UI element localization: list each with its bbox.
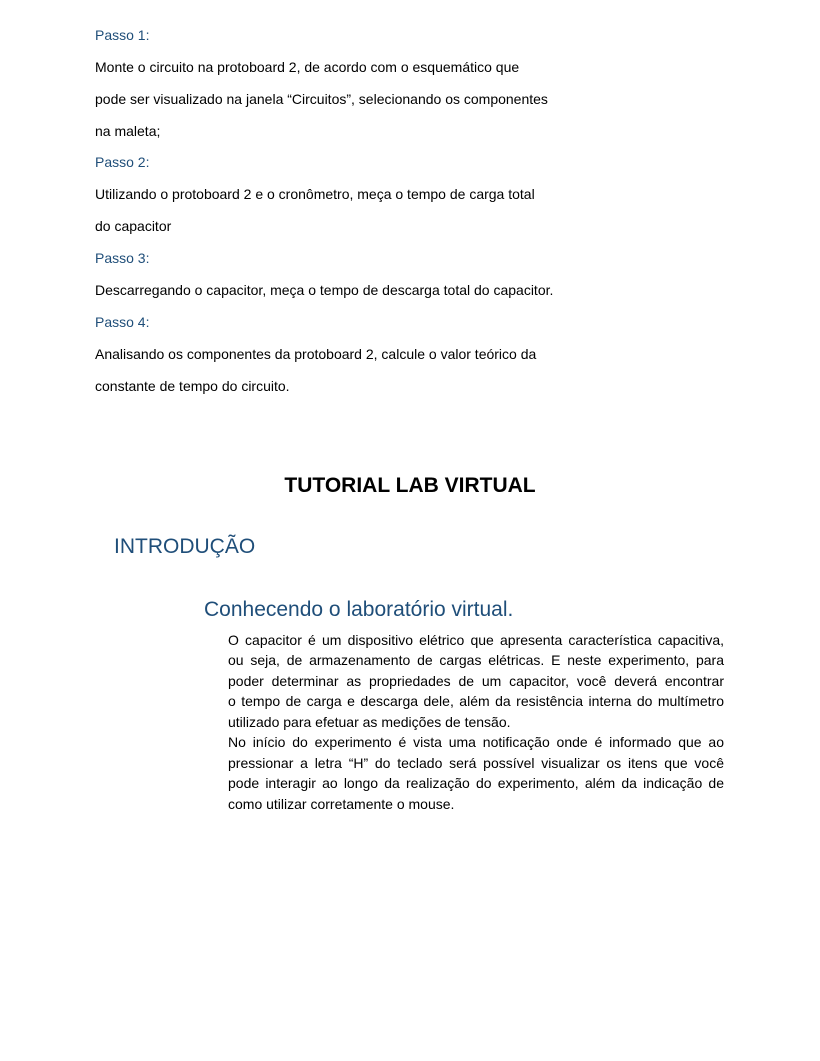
paragraph-line: ou seja, de armazenamento de cargas elétricas. E neste experimento, para: [228, 652, 724, 668]
step-1-line-1: Monte o circuito na protoboard 2, de acordo com o esquemático que: [95, 59, 520, 75]
step-1-line-2: pode ser visualizado na janela “Circuitos”, selecionando os componentes: [95, 91, 548, 107]
paragraph-line: pressionar a letra “H” do teclado será possível visualizar os itens que você: [228, 755, 724, 771]
paragraph-line: O capacitor é um dispositivo elétrico que apresenta característica capacitiva,: [228, 632, 724, 648]
paragraph-line: pode interagir ao longo da realização do experimento, além da indicação de: [228, 775, 724, 791]
paragraph-line: utilizado para efetuar as medições de tensão.: [228, 714, 511, 730]
step-4-line-1: Analisando os componentes da protoboard 2, calcule o valor teórico da: [95, 346, 537, 362]
paragraph-line: No início do experimento é vista uma notificação onde é informado que ao: [228, 734, 724, 750]
step-1-heading: Passo 1:: [95, 27, 150, 43]
step-3-heading: Passo 3:: [95, 250, 150, 266]
step-1-line-3: na maleta;: [95, 123, 161, 139]
subsection-heading: Conhecendo o laboratório virtual.: [204, 598, 514, 621]
step-4-line-2: constante de tempo do circuito.: [95, 378, 290, 394]
step-2-heading: Passo 2:: [95, 154, 150, 170]
step-2-line-1: Utilizando o protoboard 2 e o cronômetro, meça o tempo de carga total: [95, 186, 535, 202]
step-4-heading: Passo 4:: [95, 314, 150, 330]
step-2-line-2: do capacitor: [95, 218, 172, 234]
step-3-line-1: Descarregando o capacitor, meça o tempo de descarga total do capacitor.: [95, 282, 554, 298]
document-title: TUTORIAL LAB VIRTUAL: [284, 474, 536, 497]
paragraph-line: poder determinar as propriedades de um capacitor, você deverá encontrar: [228, 673, 724, 689]
section-heading: INTRODUÇÃO: [114, 535, 256, 558]
paragraph-line: como utilizar corretamente o mouse.: [228, 796, 455, 812]
paragraph-line: o tempo de carga e descarga dele, além da resistência interna do multímetro: [228, 693, 724, 709]
